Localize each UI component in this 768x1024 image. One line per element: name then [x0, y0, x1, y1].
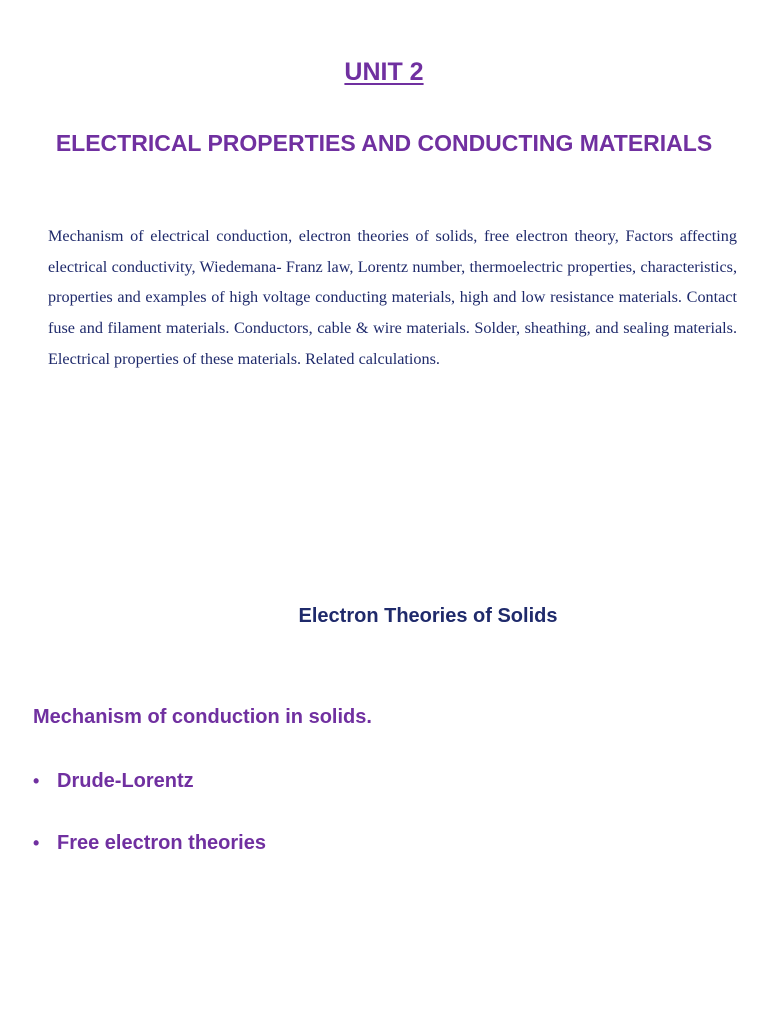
bullet-icon: • — [33, 771, 40, 791]
chapter-heading: ELECTRICAL PROPERTIES AND CONDUCTING MATERIALS — [55, 130, 713, 156]
list-item — [33, 766, 266, 828]
list-item — [33, 828, 266, 890]
mechanism-heading: Mechanism of conduction in solids. — [33, 706, 372, 728]
unit-title: UNIT 2 — [344, 58, 424, 86]
theory-list — [33, 766, 266, 890]
list-item-label: Drude-Lorentz — [57, 770, 194, 792]
list-item-label: Free electron theories — [57, 832, 266, 854]
syllabus-paragraph: Mechanism of electrical conduction, electron theories of solids, free electron theory, Factors affecting electrical conductivity, Wiedemana- Franz law, Lorentz number, thermoelectric properties, characteristics, properties and examples of high voltage conducting materials, high and low resistance materials. Contact fuse and filament materials. Conductors, cable & wire materials. Solder, sheathing, and sealing materials. Electrical properties of these materials. Related calculations. — [48, 227, 737, 368]
bullet-icon: • — [33, 833, 40, 853]
section-heading: Electron Theories of Solids — [298, 605, 558, 627]
